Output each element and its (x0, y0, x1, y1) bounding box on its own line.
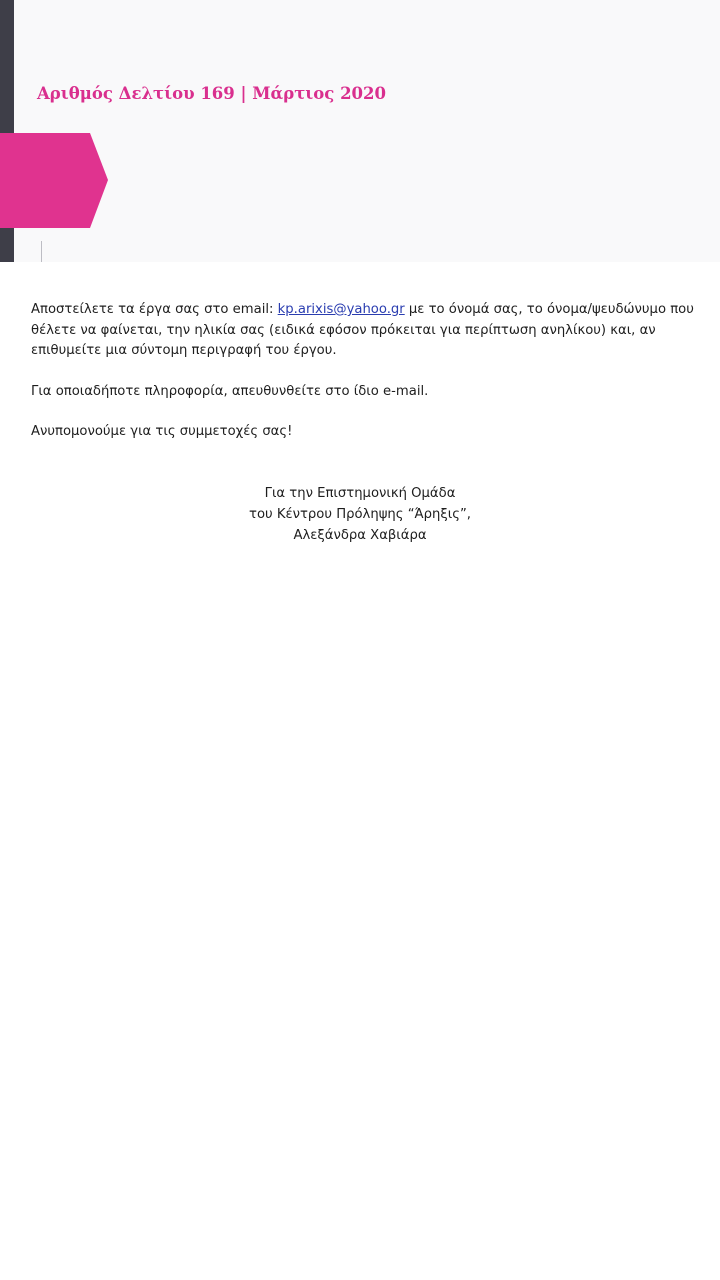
email-link[interactable]: kp.arixis@yahoo.gr (277, 302, 405, 317)
submission-paragraph (31, 300, 699, 362)
bulletin-title: Αριθμός Δελτίου 169 | Μάρτιος 2020 (37, 84, 386, 103)
closing-paragraph: Ανυπομονούμε για τις συμμετοχές σας! (31, 424, 293, 439)
submission-text-start: Αποστείλετε τα έργα σας στο email: (31, 302, 278, 317)
signature-line-1: Για την Επιστημονική Ομάδα (264, 486, 456, 501)
submission-text-end: με το όνομά σας, το όνομα/ψευδώνυμο που θέλετε να φαίνεται, την ηλικία σας (ειδικά εφόσον πρόκειται για περίπτωση ανηλίκου) και, αν επιθυμείτε μια σύντομη περιγραφή του έργου. (31, 302, 694, 358)
message-body (31, 300, 699, 463)
signature-name: Αλεξάνδρα Χαβιάρα (293, 528, 427, 543)
signature-block (210, 483, 510, 546)
divider-line (41, 241, 42, 262)
header-band (0, 0, 720, 262)
signature-line-2: του Κέντρου Πρόληψης “Άρηξις”, (249, 507, 471, 522)
pink-arrow-shape (0, 133, 108, 228)
info-paragraph: Για οποιαδήποτε πληροφορία, απευθυνθείτε στο ίδιο e-mail. (31, 383, 429, 399)
